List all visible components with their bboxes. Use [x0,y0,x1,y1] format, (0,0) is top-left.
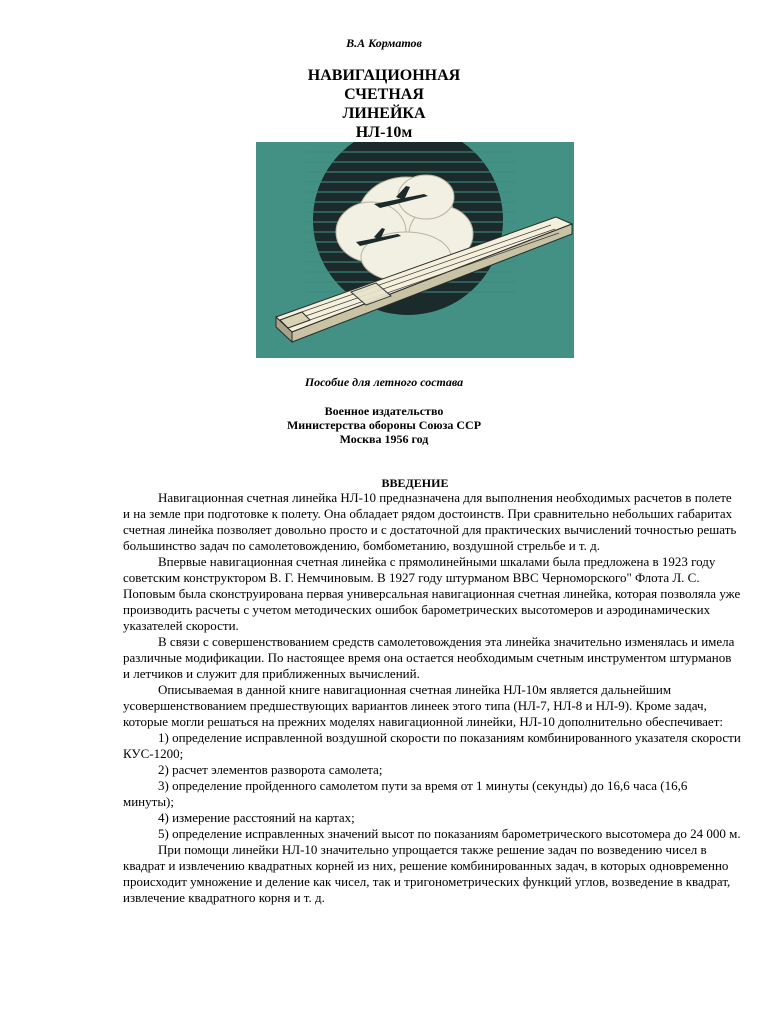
book-title [0,66,768,142]
paragraph: Навигационная счетная линейка НЛ-10 предназначена для выполнения необходимых расчетов в полете и на земле при подготовке к полету. Она обладает рядом достоинств. При сравнительно небольших габаритах счетная линейка позволяет довольно просто и с достаточной для практических вычислений точностью решать большинство задач по самолетовождению, бомбометанию, воздушной стрельбе и т. д. [123,490,737,553]
publisher-line: Военное издательство [324,404,444,418]
author-name: В.А Корматов [346,36,422,50]
list-item: 5) определение исправленных значений высот по показаниям барометрического высотомера до 24 000 м. [158,826,741,841]
publisher-line: Москва 1956 год [339,432,429,446]
list-item: 4) измерение расстояний на картах; [158,810,355,825]
paragraph: При помощи линейки НЛ-10 значительно упрощается также решение задач по возведению чисел в квадрат и извлечению квадратных корней из них, решение комбинированных задач, в которых одновременно происходит умножение и деление как чисел, так и тригонометрических функций углов, возведение в квадрат, извлечение квадратного корня и т. д. [123,842,731,905]
paragraph: Описываемая в данной книге навигационная счетная линейка НЛ-10м является дальнейшим усовершенствованием предшествующих вариантов линеек этого типа (НЛ-7, НЛ-8 и НЛ-9). Кроме задач, которые могли решаться на прежних моделях навигационной линейки, НЛ-10 дополнительно обеспечивает: [123,682,723,729]
title-line: НАВИГАЦИОННАЯ [307,67,461,84]
title-line: ЛИНЕЙКА [342,105,426,122]
publisher-info [0,404,768,446]
book-subtitle: Пособие для летного состава [304,375,464,389]
body-text [123,490,741,906]
title-line: СЧЕТНАЯ [344,86,424,103]
paragraph: В связи с совершенствованием средств самолетовождения эта линейка значительно изменялась и имела различные модификации. По настоящее время она остается необходимым счетным инструментом штурманов и летчиков и служит для приближенных вычислений. [123,634,735,681]
list-item: 1) определение исправленной воздушной скорости по показаниям комбинированного указателя скорости КУС-1200; [123,730,741,761]
publisher-line: Министерства обороны Союза ССР [286,418,482,432]
section-heading: ВВЕДЕНИЕ [381,476,449,490]
slide-rule-cover-illustration [256,142,574,358]
paragraph: Впервые навигационная счетная линейка с прямолинейными шкалами была предложена в 1923 году советским конструктором В. Г. Немчиновым. В 1927 году штурманом ВВС Черноморского" Флота Л. С. Поповым была сконструирована первая универсальная навигационная счетная линейка, которая позволяла уже производить расчеты с учетом методических ошибок барометрических высотомеров и аэродинамических указателей скорости. [123,554,741,633]
title-line: НЛ-10м [355,124,413,141]
cover-illustration [256,142,574,358]
list-item: 3) определение пройденного самолетом пути за время от 1 минуты (секунды) до 16,6 часа (16,6 минуты); [123,778,688,809]
list-item: 2) расчет элементов разворота самолета; [158,762,383,777]
